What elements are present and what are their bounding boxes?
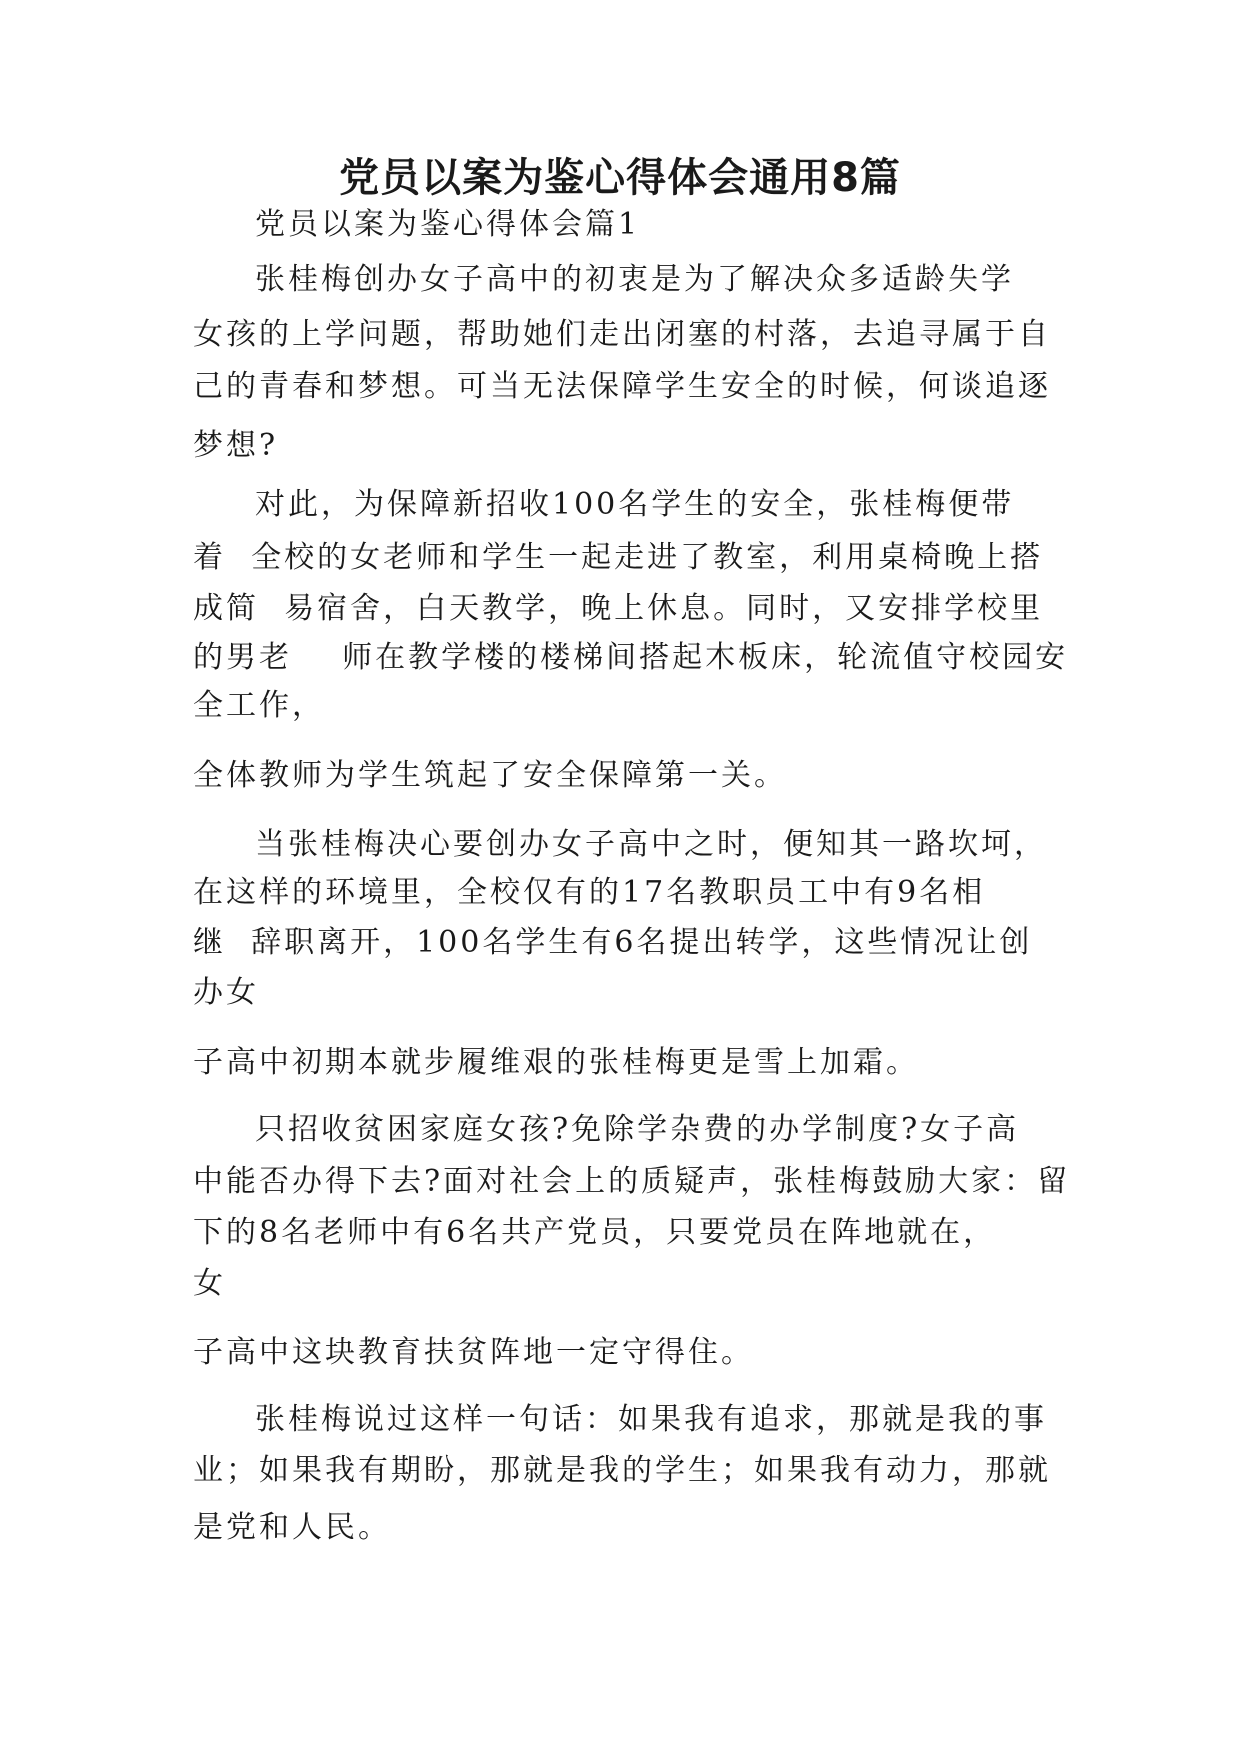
text-line: 是党和人民。 bbox=[193, 1510, 391, 1545]
text-line: 着 全校的女老师和学生一起走进了教室，利用桌椅晚上搭 bbox=[193, 540, 1044, 575]
text-line: 下的8名老师中有6名共产党员，只要党员在阵地就在， bbox=[193, 1215, 997, 1250]
text-line: 全体教师为学生筑起了安全保障第一关。 bbox=[193, 758, 787, 793]
text-line: 张桂梅说过这样一句话：如果我有追求，那就是我的事 bbox=[255, 1402, 1047, 1437]
text-line: 梦想? bbox=[193, 428, 279, 463]
text-line: 当张桂梅决心要创办女子高中之时，便知其一路坎坷， bbox=[255, 827, 1047, 862]
text-line: 成简 易宿舍，白天教学，晚上休息。同时，又安排学校里 bbox=[193, 591, 1044, 626]
text-line: 办女 bbox=[193, 975, 259, 1010]
text-line: 在这样的环境里，全校仅有的17名教职员工中有9名相 bbox=[193, 875, 986, 910]
text-line: 张桂梅创办女子高中的初衷是为了解决众多适龄失学 bbox=[255, 262, 1014, 297]
document-title: 党员以案为鉴心得体会通用8篇 bbox=[339, 155, 901, 201]
text-line: 子高中这块教育扶贫阵地一定守得住。 bbox=[193, 1335, 754, 1370]
text-line: 女 bbox=[193, 1266, 226, 1301]
text-line: 己的青春和梦想。可当无法保障学生安全的时候，何谈追逐 bbox=[193, 369, 1051, 404]
text-line: 继 辞职离开，100名学生有6名提出转学，这些情况让创 bbox=[193, 925, 1033, 960]
section-heading: 党员以案为鉴心得体会篇1 bbox=[255, 207, 641, 242]
text-line: 业；如果我有期盼，那就是我的学生；如果我有动力，那就 bbox=[193, 1453, 1051, 1488]
text-line: 全工作， bbox=[193, 688, 325, 723]
text-line: 女孩的上学问题，帮助她们走出闭塞的村落，去追寻属于自 bbox=[193, 317, 1051, 352]
text-line: 的男老 师在教学楼的楼梯间搭起木板床，轮流值守校园安 bbox=[193, 640, 1069, 675]
text-line: 只招收贫困家庭女孩?免除学杂费的办学制度?女子高 bbox=[255, 1112, 1020, 1147]
text-line: 子高中初期本就步履维艰的张桂梅更是雪上加霜。 bbox=[193, 1045, 919, 1080]
text-line: 对此，为保障新招收100名学生的安全，张桂梅便带 bbox=[255, 487, 1015, 522]
text-line: 中能否办得下去?面对社会上的质疑声，张桂梅鼓励大家：留 bbox=[193, 1164, 1071, 1199]
